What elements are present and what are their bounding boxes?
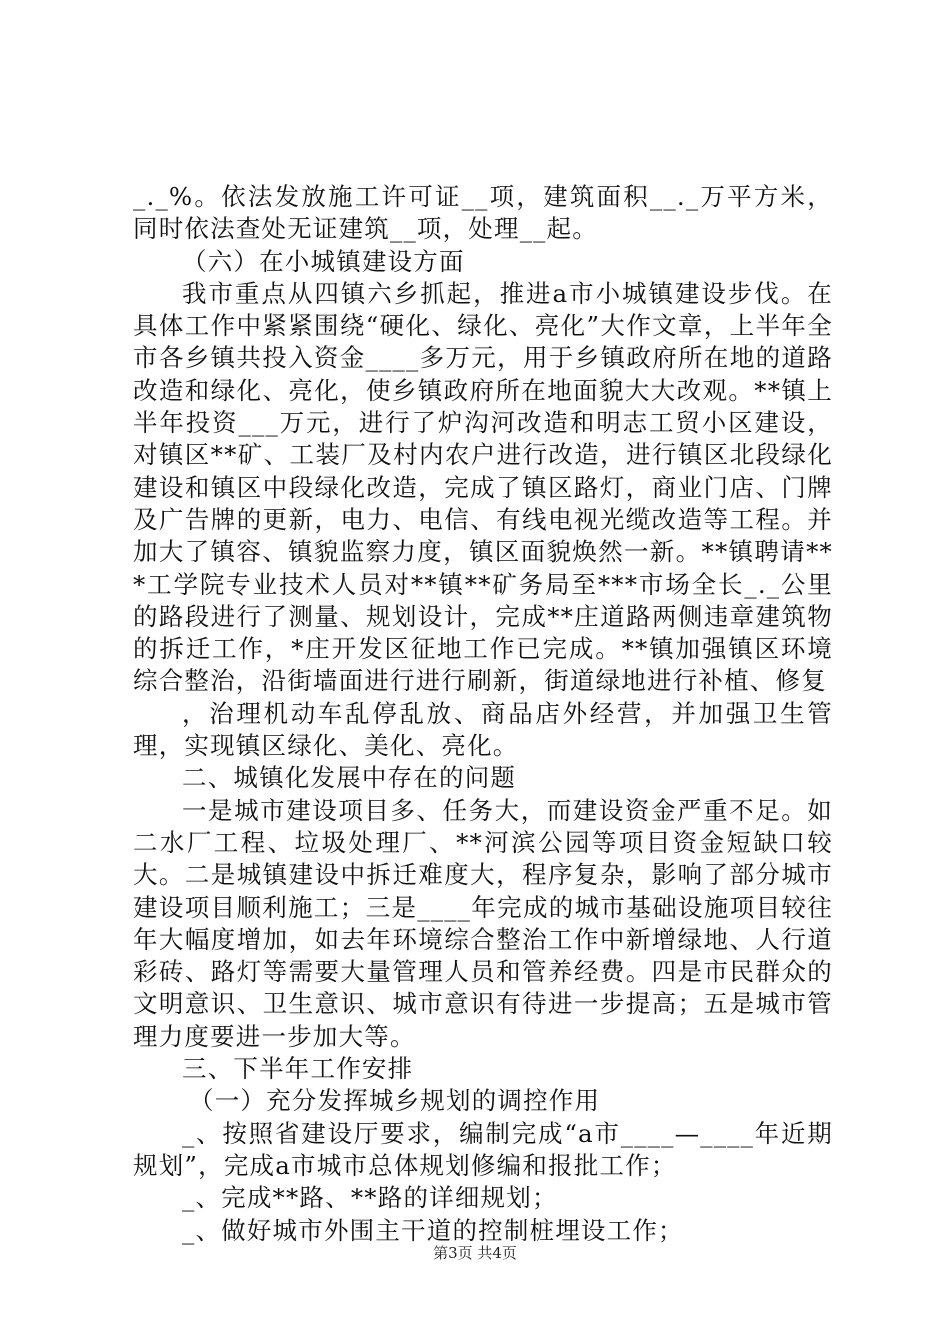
- heading-small-town-construction: （六）在小城镇建设方面: [182, 246, 465, 276]
- heading-problems: 二、城镇化发展中存在的问题: [182, 763, 517, 793]
- document-body: [133, 181, 833, 1247]
- heading-planning-role: （一）充分发挥城乡规划的调控作用: [189, 1086, 601, 1116]
- paragraph-statistics: _._%。依法发放施工许可证__项，建筑面积__._万平方米，同时依法查处无证建筑__项，处理__起。: [133, 182, 833, 244]
- list-item-planning-2: _、完成**路、**路的详细规划；: [182, 1183, 558, 1213]
- list-item-planning-3: _、做好城市外围主干道的控制桩埋设工作；: [182, 1215, 684, 1245]
- paragraph-problems: 一是城市建设项目多、任务大，而建设资金严重不足。如二水厂工程、垃圾处理厂、**河滨公园等项目资金短缺口较大。二是城镇建设中拆迁难度大，程序复杂，影响了部分城市建设项目顺利施工；三是____年完成的城市基础设施项目较往年大幅度增加，如去年环境综合整治工作中新增绿地、人行道彩砖、路灯等需要大量管理人员和管养经费。四是市民群众的文明意识、卫生意识、城市意识有待进一步提高；五是城市管理力度要进一步加大等。: [133, 795, 833, 1051]
- list-item-planning-1: _、按照省建设厅要求，编制完成“a市____—____年近期规划”，完成a市城市总体规划修编和报批工作；: [133, 1118, 833, 1180]
- heading-second-half-plan: 三、下半年工作安排: [182, 1054, 414, 1084]
- page-number-footer: 第3页 共4页: [433, 1244, 517, 1262]
- paragraph-town-management: ，治理机动车乱停乱放、商品店外经营，并加强卫生管理，实现镇区绿化、美化、亮化。: [133, 698, 833, 761]
- paragraph-small-town-details: 我市重点从四镇六乡抓起，推进a市小城镇建设步伐。在具体工作中紧紧围绕“硬化、绿化、亮化”大作文章，上半年全市各乡镇共投入资金____多万元，用于乡镇政府所在地的道路改造和绿化、亮化，使乡镇政府所在地面貌大大改观。**镇上半年投资___万元，进行了炉沟河改造和明志工贸小区建设，对镇区**矿、工装厂及村内农户进行改造，进行镇区北段绿化建设和镇区中段绿化改造，完成了镇区路灯，商业门店、门牌及广告牌的更新，电力、电信、有线电视光缆改造等工程。并加大了镇容、镇貌监察力度，镇区面貌焕然一新。**镇聘请***工学院专业技术人员对**镇**矿务局至***市场全长_._公里的路段进行了测量、规划设计，完成**庄道路两侧违章建筑物的拆迁工作，*庄开发区征地工作已完成。**镇加强镇区环境综合整治，沿街墙面进行进行刷新，街道绿地进行补植、修复: [133, 278, 833, 696]
